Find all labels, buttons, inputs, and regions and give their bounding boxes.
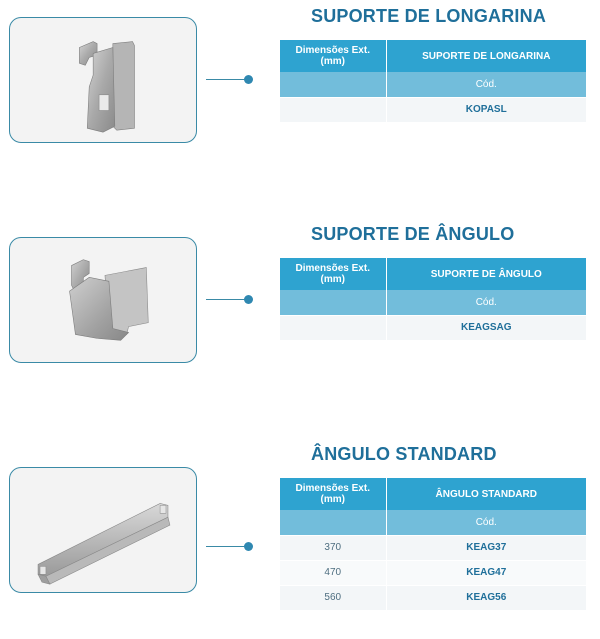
row-code: KEAGSAG bbox=[386, 315, 586, 340]
row-code: KOPASL bbox=[386, 97, 586, 122]
row-dimension: 470 bbox=[280, 560, 386, 585]
connector-line bbox=[206, 79, 246, 80]
row-code: KEAG47 bbox=[386, 560, 586, 585]
table-subheader-row bbox=[280, 72, 586, 97]
connector-dot bbox=[244, 295, 253, 304]
row-dimension bbox=[280, 315, 386, 340]
table-header-row bbox=[280, 40, 586, 72]
row-dimension bbox=[280, 97, 386, 122]
header-product: ÂNGULO STANDARD bbox=[386, 478, 586, 510]
section-title: SUPORTE DE ÂNGULO bbox=[311, 224, 515, 244]
product-photo-frame bbox=[9, 17, 197, 143]
product-photo-frame bbox=[9, 237, 197, 363]
spec-table bbox=[280, 40, 586, 122]
table-row bbox=[280, 97, 586, 122]
row-dimension: 560 bbox=[280, 585, 386, 610]
section-title: ÂNGULO STANDARD bbox=[311, 444, 497, 464]
table-subheader-row bbox=[280, 510, 586, 535]
table-row bbox=[280, 315, 586, 340]
table-header-row bbox=[280, 478, 586, 510]
header-dimensions: Dimensões Ext. (mm) bbox=[280, 258, 386, 290]
subheader-empty bbox=[280, 510, 386, 535]
connector-dot bbox=[244, 542, 253, 551]
subheader-cod: Cód. bbox=[386, 510, 586, 535]
connector-line bbox=[206, 546, 246, 547]
subheader-cod: Cód. bbox=[386, 290, 586, 315]
table-row bbox=[280, 560, 586, 585]
row-dimension: 370 bbox=[280, 535, 386, 560]
header-product: SUPORTE DE ÂNGULO bbox=[386, 258, 586, 290]
header-dimensions: Dimensões Ext. (mm) bbox=[280, 478, 386, 510]
table-row bbox=[280, 535, 586, 560]
row-code: KEAG37 bbox=[386, 535, 586, 560]
spec-table bbox=[280, 478, 586, 610]
bracket-angulo-image bbox=[10, 238, 196, 362]
product-photo-frame bbox=[9, 467, 197, 593]
section-title: SUPORTE DE LONGARINA bbox=[311, 6, 547, 26]
table-row bbox=[280, 585, 586, 610]
connector-dot bbox=[244, 75, 253, 84]
angle-profile-image bbox=[10, 468, 196, 592]
table-header-row bbox=[280, 258, 586, 290]
spec-table bbox=[280, 258, 586, 340]
row-code: KEAG56 bbox=[386, 585, 586, 610]
subheader-empty bbox=[280, 72, 386, 97]
subheader-cod: Cód. bbox=[386, 72, 586, 97]
bracket-longarina-image bbox=[10, 18, 196, 142]
table-subheader-row bbox=[280, 290, 586, 315]
header-dimensions: Dimensões Ext. (mm) bbox=[280, 40, 386, 72]
subheader-empty bbox=[280, 290, 386, 315]
header-product: SUPORTE DE LONGARINA bbox=[386, 40, 586, 72]
connector-line bbox=[206, 299, 246, 300]
